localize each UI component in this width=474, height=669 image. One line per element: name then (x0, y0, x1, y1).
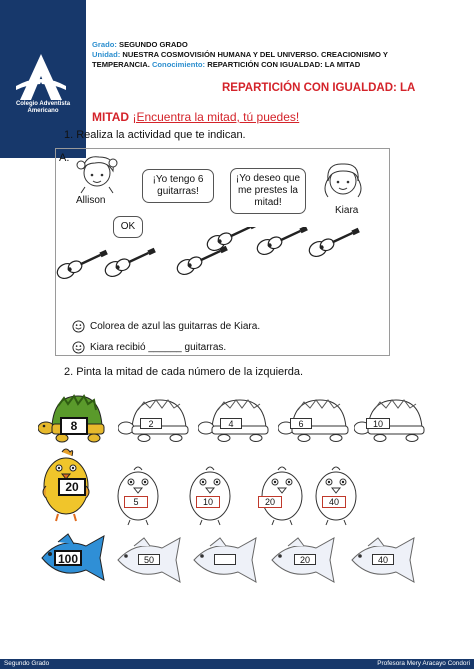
kiara-name: Kiara (335, 205, 359, 216)
guitar-icon (255, 227, 310, 257)
option-number-tag: 5 (124, 496, 148, 508)
footer (0, 659, 474, 669)
option-number-tag: 10 (196, 496, 220, 508)
chick-outline-icon (112, 464, 164, 526)
fish-row (38, 532, 438, 588)
knowledge-line: TEMPERANCIA. Conocimiento: REPARTICIÓN CON IGUALDAD: LA MITAD (92, 60, 361, 69)
kiara-drawing-icon (322, 159, 364, 201)
school-logo-icon (14, 52, 68, 108)
page-title: REPARTICIÓN CON IGUALDAD: LA (222, 82, 416, 94)
smiley-icon (72, 320, 85, 333)
main-number-tag: 8 (60, 417, 88, 435)
allison-speech-bubble: ¡Yo tengo 6 guitarras! (142, 169, 214, 203)
instruction-2: 2. Pinta la mitad de cada número de la izquierda. (64, 366, 304, 378)
activity-letter: A. (59, 152, 70, 164)
guitars-group (56, 227, 391, 307)
kiara-speech-bubble: ¡Yo deseo que me prestes la mitad! (230, 168, 306, 214)
option-number-tag: 4 (220, 418, 242, 429)
guitar-icon (307, 227, 362, 259)
option-number-tag: 20 (294, 554, 316, 565)
chick-outline-icon (310, 464, 362, 526)
page-subtitle: MITAD ¡Encuentra la mitad, tú puedes! (92, 110, 300, 124)
allison-drawing-icon (75, 153, 121, 195)
option-number-tag (214, 554, 236, 565)
option-number-tag: 50 (138, 554, 160, 565)
grade-line: Grado: SEGUNDO GRADO (92, 40, 188, 49)
guitar-icon (205, 227, 260, 253)
ok-speech-bubble: OK (113, 216, 143, 238)
activity-a-box (55, 148, 390, 356)
turtle-row (38, 392, 438, 448)
guitar-icon (103, 244, 158, 280)
option-number-tag: 40 (372, 554, 394, 565)
unit-line: Unidad: NUESTRA COSMOVISIÓN HUMANA Y DEL UNIVERSO. CREACIONISMO Y (92, 50, 388, 59)
activity-line-1: Colorea de azul las guitarras de Kiara. (72, 320, 260, 333)
smiley-icon (72, 341, 85, 354)
allison-name: Allison (76, 195, 106, 206)
activity-line-2: Kiara recibió ______ guitarras. (72, 341, 226, 354)
option-number-tag: 6 (290, 418, 312, 429)
chick-outline-icon (256, 464, 308, 526)
chick-outline-icon (184, 464, 236, 526)
main-number-tag: 20 (58, 478, 86, 496)
instruction-1: 1. Realiza la actividad que te indican. (64, 129, 246, 141)
footer-grade: Segundo Grado (4, 660, 50, 667)
option-number-tag: 10 (366, 418, 390, 429)
guitar-icon (56, 246, 110, 282)
school-name: Colegio Adventista Americano (15, 101, 71, 114)
option-number-tag: 40 (322, 496, 346, 508)
chick-row (38, 446, 438, 526)
option-number-tag: 2 (140, 418, 162, 429)
option-number-tag: 20 (258, 496, 282, 508)
main-number-tag: 100 (54, 550, 82, 566)
footer-teacher: Profesora Mery Aracayo Condori (377, 660, 470, 667)
